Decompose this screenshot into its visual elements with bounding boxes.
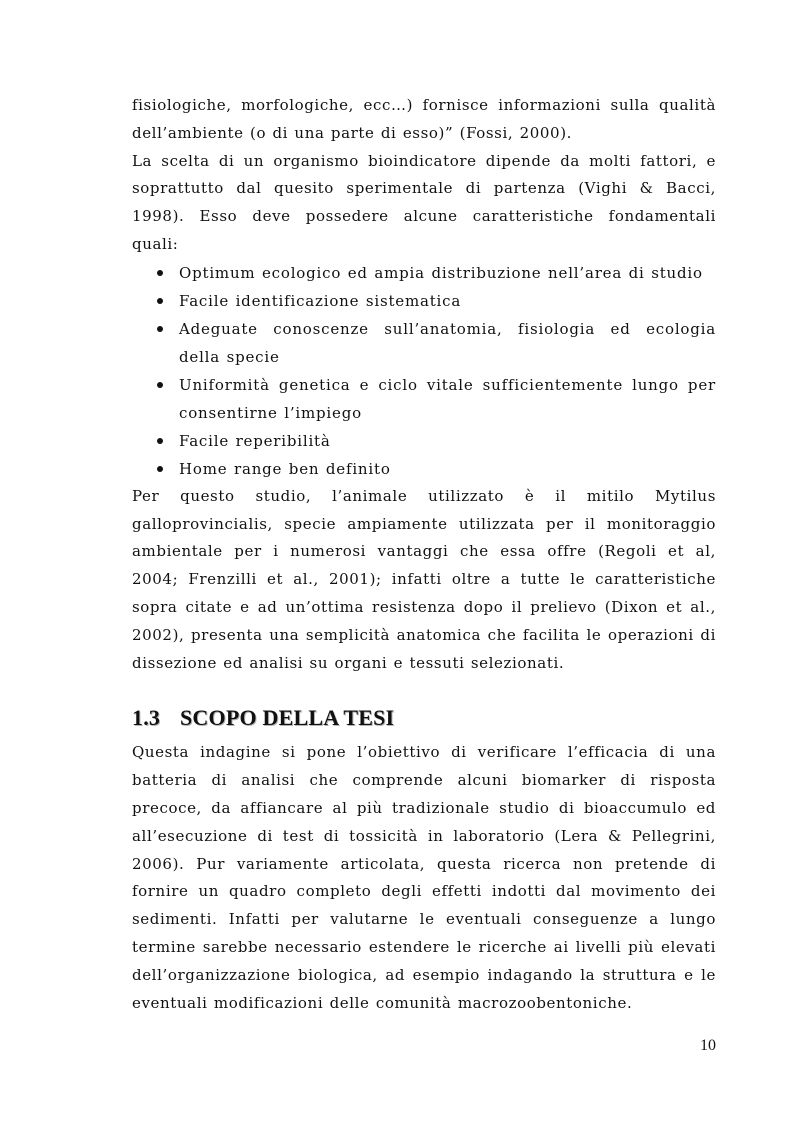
bullet-icon (157, 438, 163, 444)
list-item-text: Optimum ecologico ed ampia distribuzione nell’area di studio (179, 263, 703, 282)
bullet-icon (157, 382, 163, 388)
list-item-text: Facile reperibilità (179, 431, 331, 450)
characteristics-list (132, 259, 716, 483)
bullet-icon (157, 326, 163, 332)
list-item-text: Uniformità genetica e ciclo vitale sufficientemente lungo per consentirne l’impiego (179, 375, 716, 422)
list-item (132, 371, 716, 427)
paragraph-fossi-quote: fisiologiche, morfologiche, ecc…) fornisce informazioni sulla qualità dell’ambiente (o di una parte di esso)” (Fossi, 2000). (132, 96, 716, 142)
page-body (132, 92, 716, 1017)
bullet-icon (157, 466, 163, 472)
list-item-text: Adeguate conoscenze sull’anatomia, fisiologia ed ecologia della specie (179, 319, 716, 366)
bullet-icon (157, 298, 163, 304)
list-item-text: Facile identificazione sistematica (179, 291, 462, 310)
list-item-text: Home range ben definito (179, 459, 391, 478)
list-item (132, 287, 716, 315)
list-item (132, 427, 716, 455)
paragraph-bioindicator-choice: La scelta di un organismo bioindicatore dipende da molti fattori, e soprattutto dal quesito sperimentale di partenza (Vighi & Bacci, 1998). Esso deve possedere alcune caratteristiche fondamentali quali: (132, 151, 716, 253)
section-title: SCOPO DELLA TESI (180, 705, 395, 731)
paragraph-thesis-scope: Questa indagine si pone l’obiettivo di verificare l’efficacia di una batteria di analisi che comprende alcuni biomarker di risposta precoce, da affiancare al più tradizionale studio di bioaccumulo ed all’esecuzione di test di tossicità in laboratorio (Lera & Pellegrini, 2006). Pur variamente articolata, questa ricerca non pretende di fornire un quadro completo degli effetti indotti dal movimento dei sedimenti. Infatti per valutarne le eventuali conseguenze a lungo termine sarebbe necessario estendere le ricerche ai livelli più elevati dell’organizzazione biologica, ad esempio indagando la struttura e le eventuali modificazioni delle comunità macrozoobentoniche. (132, 743, 716, 1012)
section-heading (132, 703, 716, 733)
paragraph-mytilus: Per questo studio, l’animale utilizzato è il mitilo Mytilus galloprovincialis, specie ampiamente utilizzata per il monitoraggio ambientale per i numerosi vantaggi che essa offre (Regoli et al, 2004; Frenzilli et al., 2001); infatti oltre a tutte le caratteristiche sopra citate e ad un’ottima resistenza dopo il prelievo (Dixon et al., 2002), presenta una semplicità anatomica che facilita le operazioni di dissezione ed analisi su organi e tessuti selezionati. (132, 486, 716, 672)
list-item (132, 315, 716, 371)
page-number: 10 (700, 1037, 716, 1054)
section-number: 1.3 (132, 705, 161, 731)
list-item (132, 455, 716, 483)
bullet-icon (157, 270, 163, 276)
list-item (132, 259, 716, 287)
